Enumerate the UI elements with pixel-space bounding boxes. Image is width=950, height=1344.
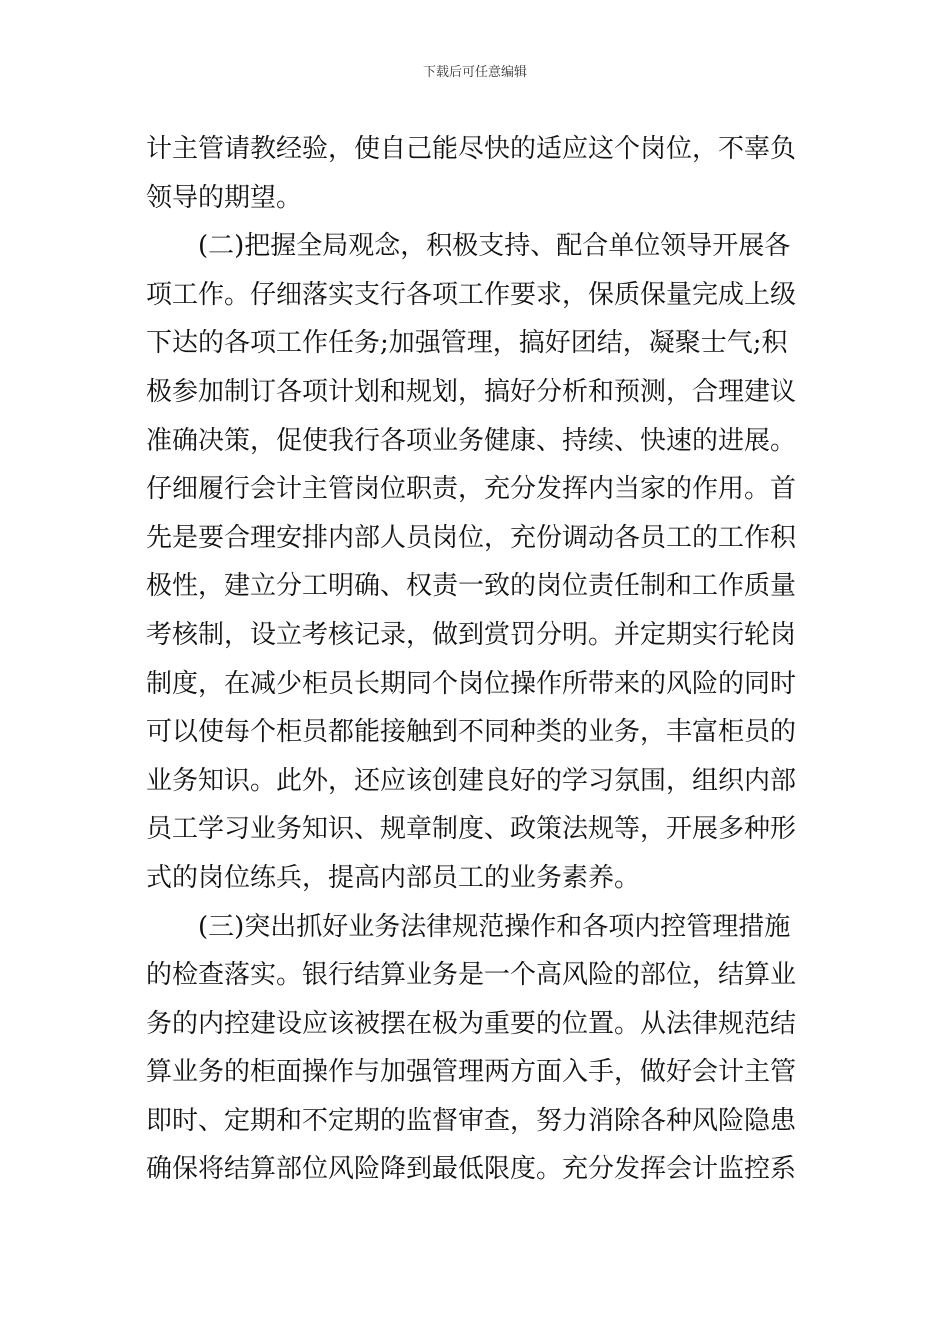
- text-line: 考核制，设立考核记录，做到赏罚分明。并定期实行轮岗: [146, 619, 797, 650]
- text-line: 准确决策，促使我行各项业务健康、持续、快速的进展。: [146, 425, 797, 456]
- text-line: 的检查落实。银行结算业务是一个高风险的部位，结算业: [146, 960, 797, 991]
- text-line: 下达的各项工作任务;加强管理，搞好团结，凝聚士气;积: [146, 328, 788, 359]
- text-line: 即时、定期和不定期的监督审查，努力消除各种风险隐患: [146, 1105, 797, 1136]
- text-line: (二)把握全局观念，积极支持、配合单位领导开展各: [146, 231, 791, 262]
- text-line: 仔细履行会计主管岗位职责，充分发挥内当家的作用。首: [146, 474, 797, 505]
- text-line: 员工学习业务知识、规章制度、政策法规等，开展多种形: [146, 814, 797, 845]
- text-line: 极参加制订各项计划和规划，搞好分析和预测，合理建议: [146, 376, 797, 407]
- text-line: 计主管请教经验，使自己能尽快的适应这个岗位，不辜负: [146, 134, 797, 164]
- text-line: 确保将结算部位风险降到最低限度。充分发挥会计监控系: [146, 1154, 797, 1185]
- text-line: 极性，建立分工明确、权责一致的岗位责任制和工作质量: [146, 571, 797, 602]
- text-line: 制度，在减少柜员长期同个岗位操作所带来的风险的同时: [146, 668, 797, 699]
- page-header: 下载后可任意编辑: [422, 65, 527, 80]
- text-line: 领导的期望。: [146, 182, 303, 213]
- text-line: 可以使每个柜员都能接触到不同种类的业务，丰富柜员的: [146, 717, 797, 748]
- text-line: 业务知识。此外，还应该创建良好的学习氛围，组织内部: [146, 765, 797, 796]
- text-line: 项工作。仔细落实支行各项工作要求，保质保量完成上级: [146, 279, 797, 310]
- text-line: 式的岗位练兵，提高内部员工的业务素养。: [146, 862, 641, 893]
- text-line: 先是要合理安排内部人员岗位，充份调动各员工的工作积: [146, 522, 797, 553]
- text-line: (三)突出抓好业务法律规范操作和各项内控管理措施: [146, 911, 791, 942]
- text-line: 算业务的柜面操作与加强管理两方面入手，做好会计主管: [146, 1057, 797, 1088]
- document-body: [146, 125, 818, 1194]
- text-line: 务的内控建设应该被摆在极为重要的位置。从法律规范结: [146, 1008, 797, 1039]
